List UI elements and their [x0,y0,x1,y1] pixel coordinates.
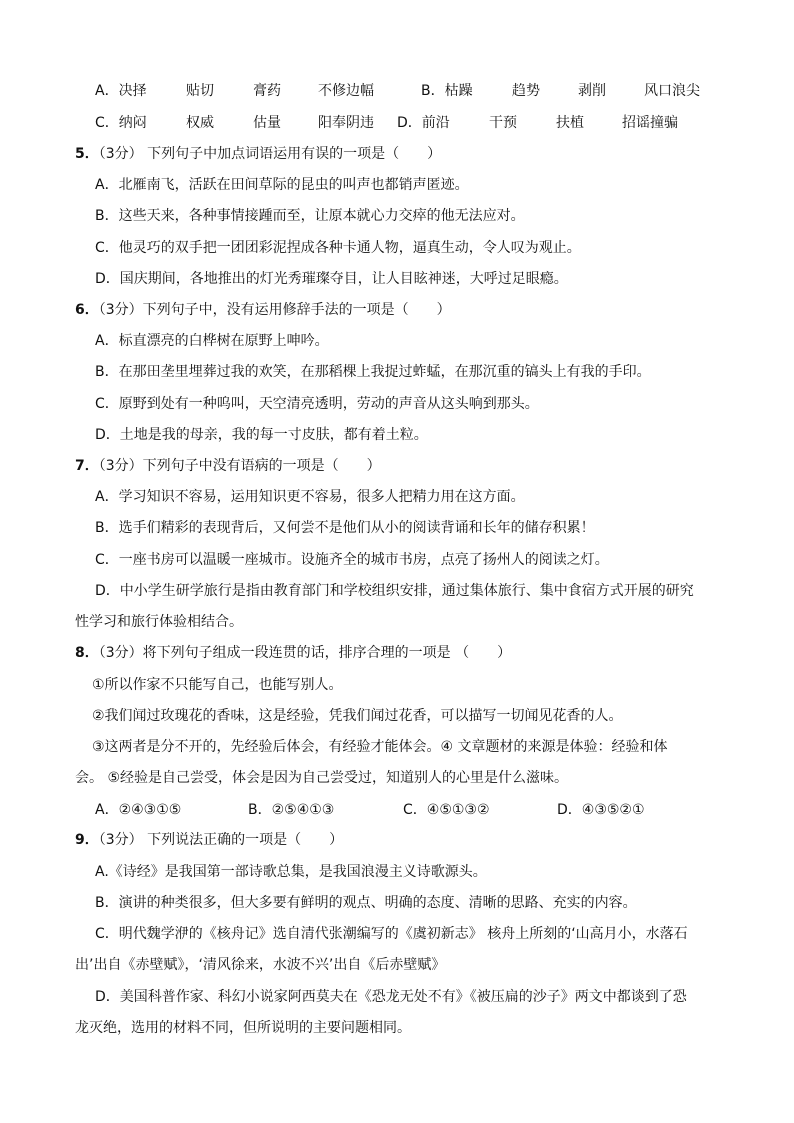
q9-option-a: A.《诗经》是我国第一部诗歌总集，是我国浪漫主义诗歌源头。 [95,864,487,880]
q4-option-d-label: D．前沿 [397,115,450,131]
q4-option-b-label: B．枯躁 [421,83,473,99]
q5-option-b: B．这些天来，各种事情接踵而至，让原本就心力交瘁的他无法应对。 [95,208,525,224]
q7-option-d-line-2: 性学习和旅行体验相结合。 [75,614,243,630]
q4-option-a-label: A．决择 [95,83,147,99]
q9-option-c-line-2: 出’出自《赤壁赋》，‘清风徐来，水波不兴’出自《后赤壁赋》 [75,957,446,973]
q6-number: 6． [75,302,99,318]
q9-question: 下列说法正确的一项是（ ） [142,832,344,848]
q8-sentence-1: ①所以作家不只能写自己，也能写别人。 [92,677,343,693]
q4-option-a-word-2: 贴切 [186,83,214,99]
q9-option-b: B．演讲的种类很多，但大多要有鲜明的观点、明确的态度、清晰的思路、充实的内容。 [95,895,637,911]
q6-option-b: B．在那田垄里埋葬过我的欢笑，在那稻棵上我捉过蚱蜢，在那沉重的镐头上有我的手印。 [95,364,651,380]
q4-option-c-label: C．纳闷 [95,115,147,131]
q8-sentence-4-5: 会。 ⑤经验是自己尝受，体会是因为自己尝受过，知道别人的心里是什么滋味。 [75,770,568,786]
q6-option-c: C．原野到处有一种呜叫，天空清亮透明，劳动的声音从这头响到那头。 [95,396,539,412]
q9-score: （3分） [98,832,143,848]
q9-stem [75,830,343,850]
q5-option-c: C．他灵巧的双手把一团团彩泥捏成各种卡通人物，逼真生动，令人叹为观止。 [95,240,581,256]
q8-sentence-2: ②我们闻过玫瑰花的香味，这是经验，凭我们闻过花香，可以描写一切闻见花香的人。 [92,708,623,724]
q6-option-a: A．标直漂亮的白桦树在原野上呻吟。 [95,333,329,349]
q8-number: 8． [75,645,99,661]
q9-option-c-line-1: C．明代魏学洢的《核舟记》选自清代张潮编写的《虞初新志》 核舟上所刻的‘山高月小，水落石 [95,926,688,942]
q4-option-b-word-4: 风口浪尖 [644,83,700,99]
q7-question: 下列句子中没有语病的一项是（ ） [142,458,381,474]
q4-option-b-word-2: 趋势 [512,83,540,99]
q5-stem [75,144,441,164]
q7-score: （3分） [98,458,143,474]
q8-option-d: D．④③⑤②① [557,802,645,818]
q8-option-b: B．②⑤④①③ [248,802,335,818]
q7-stem [75,456,381,476]
q4-option-b-word-3: 剥削 [578,83,606,99]
q9-option-d-line-1: D．美国科普作家、科幻小说家阿西莫夫在《恐龙无处不有》《被压扁的沙子》两文中都谈到了恐 [95,989,687,1005]
q9-number: 9． [75,832,99,848]
q7-option-d-line-1: D．中小学生研学旅行是指由教育部门和学校组织安排，通过集体旅行、集中食宿方式开展的研究 [95,583,694,599]
q5-option-d: D．国庆期间，各地推出的灯光秀璀璨夺目，让人目眩神迷，大呼过足眼瘾。 [95,271,568,287]
q7-number: 7． [75,458,99,474]
q6-question: 下列句子中，没有运用修辞手法的一项是（ ） [142,302,451,318]
q8-score: （3分） [98,645,143,661]
q7-option-c: C．一座书房可以温暖一座城市。设施齐全的城市书房，点亮了扬州人的阅读之灯。 [95,552,609,568]
q6-score: （3分） [98,302,143,318]
q8-option-c: C．④⑤①③② [403,802,490,818]
q5-question: 下列句子中加点词语运用有误的一项是（ ） [142,146,442,162]
q7-option-a: A．学习知识不容易，运用知识更不容易，很多人把精力用在这方面。 [95,489,525,505]
q9-option-d-line-2: 龙灭绝，选用的材料不同，但所说明的主要问题相同。 [75,1020,411,1036]
q5-score: （3分） [98,146,143,162]
q5-number: 5． [75,146,99,162]
q6-option-d: D．土地是我的母亲，我的每一寸皮肤，都有着土粒。 [95,427,428,443]
q5-option-a: A．北雁南飞，活跃在田间草际的昆虫的叫声也都销声匿迹。 [95,177,469,193]
q4-option-a-word-4: 不修边幅 [318,83,374,99]
q8-question: 将下列句子组成一段连贯的话，排序合理的一项是 （ ） [142,645,512,661]
q4-option-d-word-3: 扶植 [556,115,584,131]
q4-option-d-word-2: 干预 [489,115,517,131]
q4-option-a-word-3: 膏药 [253,83,281,99]
q8-stem [75,643,511,663]
q4-option-c-word-3: 估量 [253,115,281,131]
q8-sentence-3-4: ③这两者是分不开的，先经验后体会，有经验才能体会。④ 文章题材的来源是体验：经验和体 [92,739,668,755]
q6-stem [75,300,451,320]
q7-option-b: B．选手们精彩的表现背后，又何尝不是他们从小的阅读背诵和长年的储存积累！ [95,520,595,536]
q4-option-c-word-2: 权威 [186,115,214,131]
q4-option-d-word-4: 招谣撞骗 [622,115,678,131]
q8-option-a: A．②④③①⑤ [95,802,182,818]
q4-option-c-word-4: 阳奉阴违 [318,115,374,131]
